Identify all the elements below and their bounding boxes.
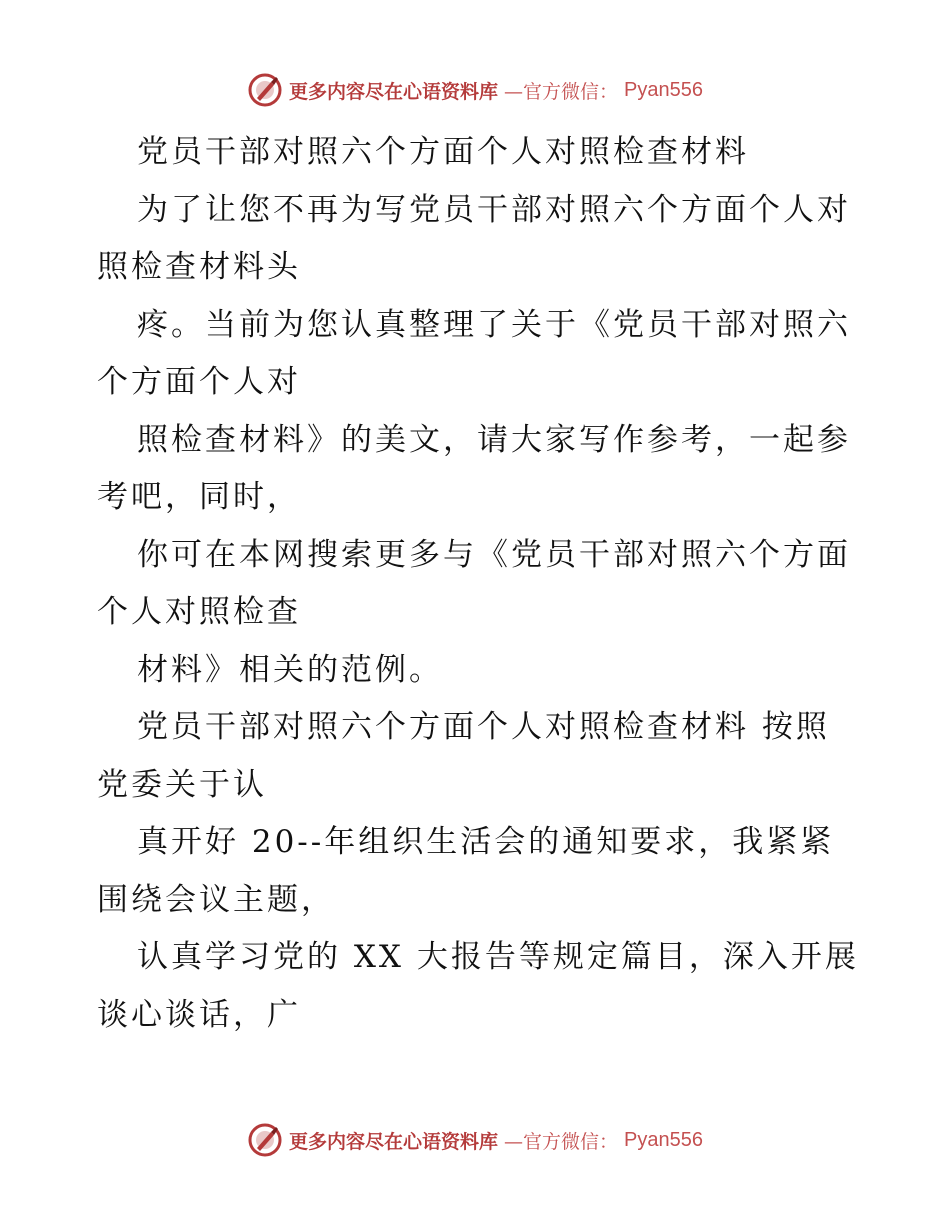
pen-logo-icon bbox=[247, 72, 283, 108]
wechat-id: Pyan556 bbox=[624, 1128, 703, 1151]
paragraph-line: 党员干部对照六个方面个人对照检查材料 按照 bbox=[137, 709, 830, 745]
wechat-id: Pyan556 bbox=[624, 78, 703, 101]
header-banner bbox=[0, 68, 950, 112]
paragraph-line: 考吧，同时， bbox=[97, 479, 301, 515]
paragraph-line: 围绕会议主题， bbox=[97, 881, 335, 918]
paragraph-line: 真开好 20--年组织生活会的通知要求，我紧紧 bbox=[137, 824, 835, 860]
wechat-label: —官方微信： bbox=[504, 80, 619, 103]
paragraph-line: 党委关于认 bbox=[97, 766, 267, 803]
paragraph-line: 个人对照检查 bbox=[97, 594, 301, 630]
paragraph-line: 为了让您不再为写党员干部对照六个方面个人对 bbox=[137, 191, 851, 228]
paragraph-line: 照检查材料头 bbox=[97, 249, 301, 285]
paragraph-line: 你可在本网搜索更多与《党员干部对照六个方面 bbox=[137, 536, 851, 573]
wechat-label: —官方微信： bbox=[504, 1130, 619, 1153]
paragraph-line: 材料》相关的范例。 bbox=[137, 651, 443, 688]
paragraph-line: 谈心谈话，广 bbox=[97, 996, 301, 1033]
paragraph-line: 照检查材料》的美文，请大家写作参考，一起参 bbox=[137, 421, 851, 458]
footer-banner bbox=[0, 1118, 950, 1162]
document-body bbox=[97, 124, 857, 1044]
paragraph-line: 认真学习党的 XX 大报告等规定篇目，深入开展 bbox=[137, 939, 859, 975]
document-title-line: 党员干部对照六个方面个人对照检查材料 bbox=[137, 134, 749, 170]
site-name: 更多内容尽在心语资料库 bbox=[289, 80, 499, 103]
site-name: 更多内容尽在心语资料库 bbox=[289, 1130, 499, 1153]
paragraph-line: 个方面个人对 bbox=[97, 364, 301, 400]
paragraph-line: 疼。当前为您认真整理了关于《党员干部对照六 bbox=[137, 306, 851, 343]
pen-logo-icon bbox=[247, 1122, 283, 1158]
